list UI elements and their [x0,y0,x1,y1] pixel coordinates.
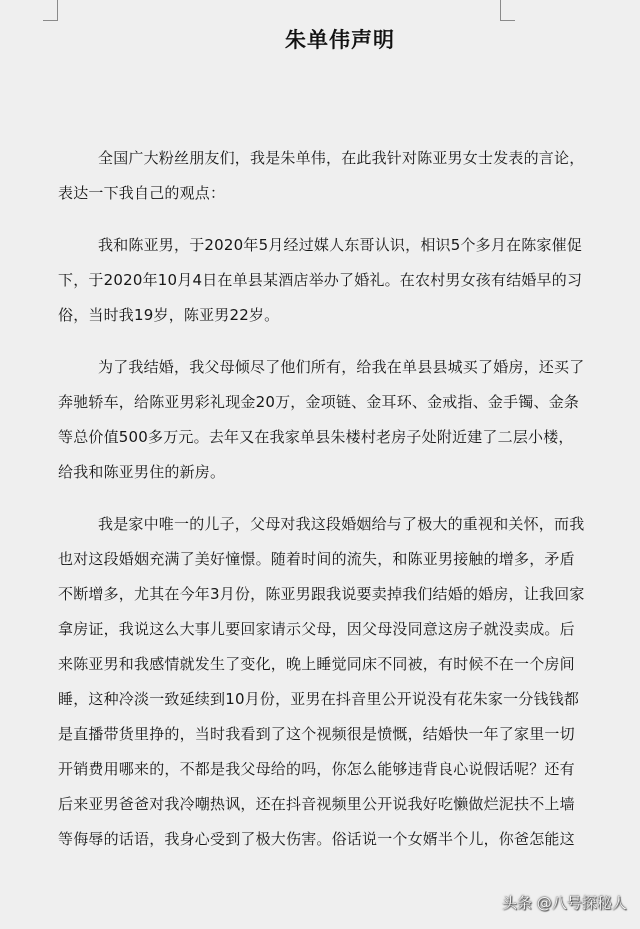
text-line: 拿房证，我说这么大事儿要回家请示父母，因父母没同意这房子就没卖成。后 [58,620,575,638]
paragraph-4 [58,507,606,857]
text-line: 给我和陈亚男住的新房。 [58,463,226,481]
text-line: 下，于2020年10月4日在单县某酒店举办了婚礼。在农村男女孩有结婚早的习 [58,271,583,289]
text-line: 我和陈亚男，于2020年5月经过媒人东哥认识，相识5个多月在陈家催促 [98,236,583,254]
paragraph-3 [58,350,606,490]
text-line: 俗，当时我19岁，陈亚男22岁。 [58,306,280,324]
text-line: 不断增多，尤其在今年3月份，陈亚男跟我说要卖掉我们结婚的婚房，让我回家 [58,585,585,603]
text-line: 我是家中唯一的儿子，父母对我这段婚姻给与了极大的重视和关怀，而我 [98,515,585,533]
document-title: 朱单伟声明 [285,28,395,52]
text-line: 是直播带货里挣的，当时我看到了这个视频很是愤慨，结婚快一年了家里一切 [58,725,575,743]
text-line: 睡，这种冷淡一致延续到10月份，亚男在抖音里公开说没有花朱家一分钱钱都 [58,690,580,708]
text-line: 等侮辱的话语，我身心受到了极大伤害。俗话说一个女婿半个儿，你爸怎能这 [58,830,575,848]
page-corner-mark-top-right [500,0,515,21]
text-line: 开销费用哪来的，不都是我父母给的吗，你怎么能够违背良心说假话呢？还有 [58,760,575,778]
text-line: 等总价值500多万元。去年又在我家单县朱楼村老房子处附近建了二层小楼， [58,428,574,446]
text-line: 全国广大粉丝朋友们，我是朱单伟，在此我针对陈亚男女士发表的言论， [98,149,585,167]
document-body [58,141,606,857]
text-line: 为了我结婚，我父母倾尽了他们所有，给我在单县县城买了婚房，还买了 [98,358,585,376]
text-line: 奔驰轿车，给陈亚男彩礼现金20万，金项链、金耳环、金戒指、金手镯、金条 [58,393,580,411]
source-watermark: 头条 @八号探秘人 [502,894,627,912]
text-line: 表达一下我自己的观点： [58,184,226,202]
text-line: 后来亚男爸爸对我冷嘲热讽，还在抖音视频里公开说我好吃懒做烂泥扶不上墙 [58,795,575,813]
paragraph-2 [58,228,606,333]
text-line: 来陈亚男和我感情就发生了变化，晚上睡觉同床不同被，有时候不在一个房间 [58,655,575,673]
paragraph-1 [58,141,606,211]
page-corner-mark-top-left [43,0,58,21]
text-line: 也对这段婚姻充满了美好憧憬。随着时间的流失，和陈亚男接触的增多，矛盾 [58,550,575,568]
